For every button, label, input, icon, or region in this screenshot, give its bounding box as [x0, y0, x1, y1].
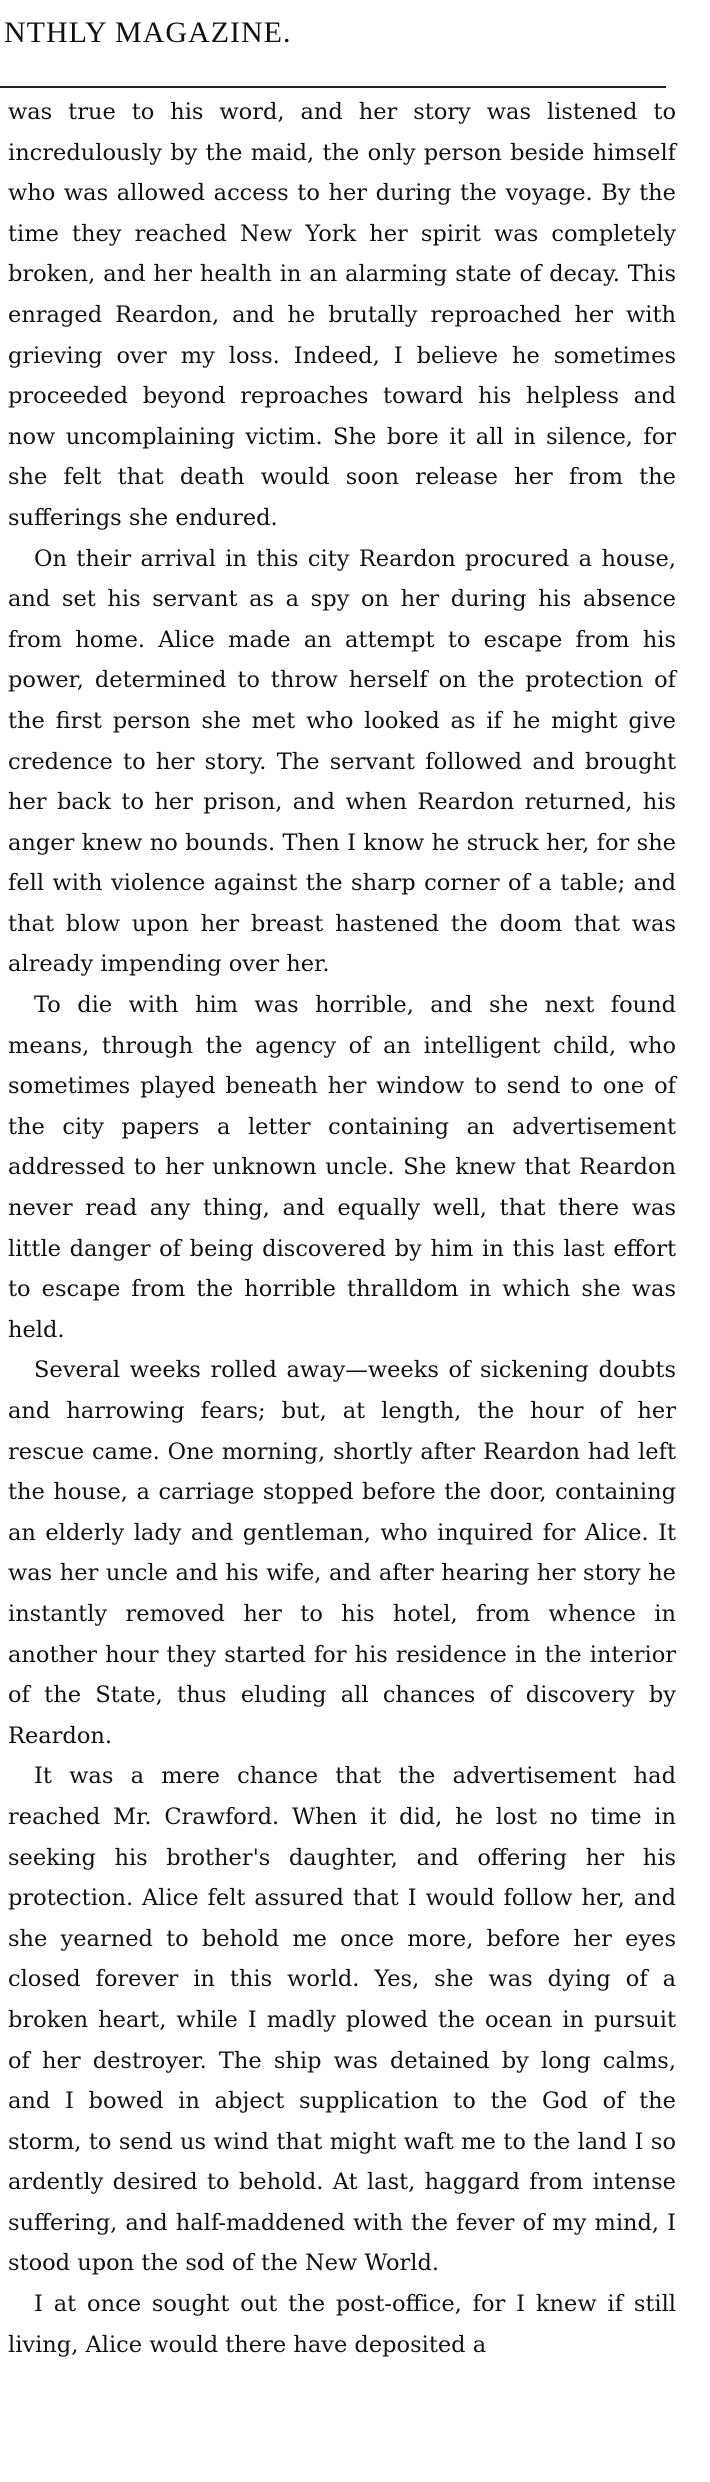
header-rule: [0, 86, 666, 88]
paragraph: On their arrival in this city Reardon procured a house, and set his servant as a spy on her during his absence from home. Alice made an attempt to escape from his power, determined to throw herself on the protection of the first person she met who looked as if he might give credence to her story. The servant followed and brought her back to her prison, and when Reardon returned, his anger knew no bounds. Then I know he struck her, for she fell with violence against the sharp corner of a table; and that blow upon her breast hastened the doom that was already impending over her.: [8, 545, 676, 978]
paragraph: To die with him was horrible, and she next found means, through the agency of an intelligent child, who sometimes played beneath her window to send to one of the city papers a letter containing an advertisement addressed to her unknown uncle. She knew that Reardon never read any thing, and equally well, that there was little danger of being discovered by him in this last effort to escape from the horrible thralldom in which she was held.: [8, 992, 676, 1343]
paragraph: was true to his word, and her story was listened to incredulously by the maid, the only person beside himself who was allowed access to her during the voyage. By the time they reached New York her spirit was completely broken, and her health in an alarming state of decay. This enraged Reardon, and he brutally reproached her with grieving over my loss. Indeed, I believe he sometimes proceeded beyond reproaches toward his helpless and now uncomplaining victim. She bore it all in silence, for she felt that death would soon release her from the sufferings she endured.: [8, 99, 676, 531]
running-header: NTHLY MAGAZINE.: [4, 16, 292, 49]
paragraph: Several weeks rolled away—weeks of sickening doubts and harrowing fears; but, at length, the hour of her rescue came. One morning, shortly after Reardon had left the house, a carriage stopped before the door, containing an elderly lady and gentleman, who inquired for Alice. It was her uncle and his wife, and after hearing her story he instantly removed her to his hotel, from whence in another hour they started for his residence in the interior of the State, thus eluding all chances of discovery by Reardon.: [8, 1357, 676, 1749]
paragraph: It was a mere chance that the advertisement had reached Mr. Crawford. When it did, he lost no time in seeking his brother's daughter, and offering her his protection. Alice felt assured that I would follow her, and she yearned to behold me once more, before her eyes closed forever in this world. Yes, she was dying of a broken heart, while I madly plowed the ocean in pursuit of her destroyer. The ship was detained by long calms, and I bowed in abject supplication to the God of the storm, to send us wind that might waft me to the land I so ardently desired to behold. At last, haggard from intense suffering, and half-maddened with the fever of my mind, I stood upon the sod of the New World.: [8, 1763, 676, 2277]
text-column: [8, 92, 676, 2365]
paragraph: I at once sought out the post-office, for I knew if still living, Alice would there have deposited a: [8, 2291, 676, 2358]
